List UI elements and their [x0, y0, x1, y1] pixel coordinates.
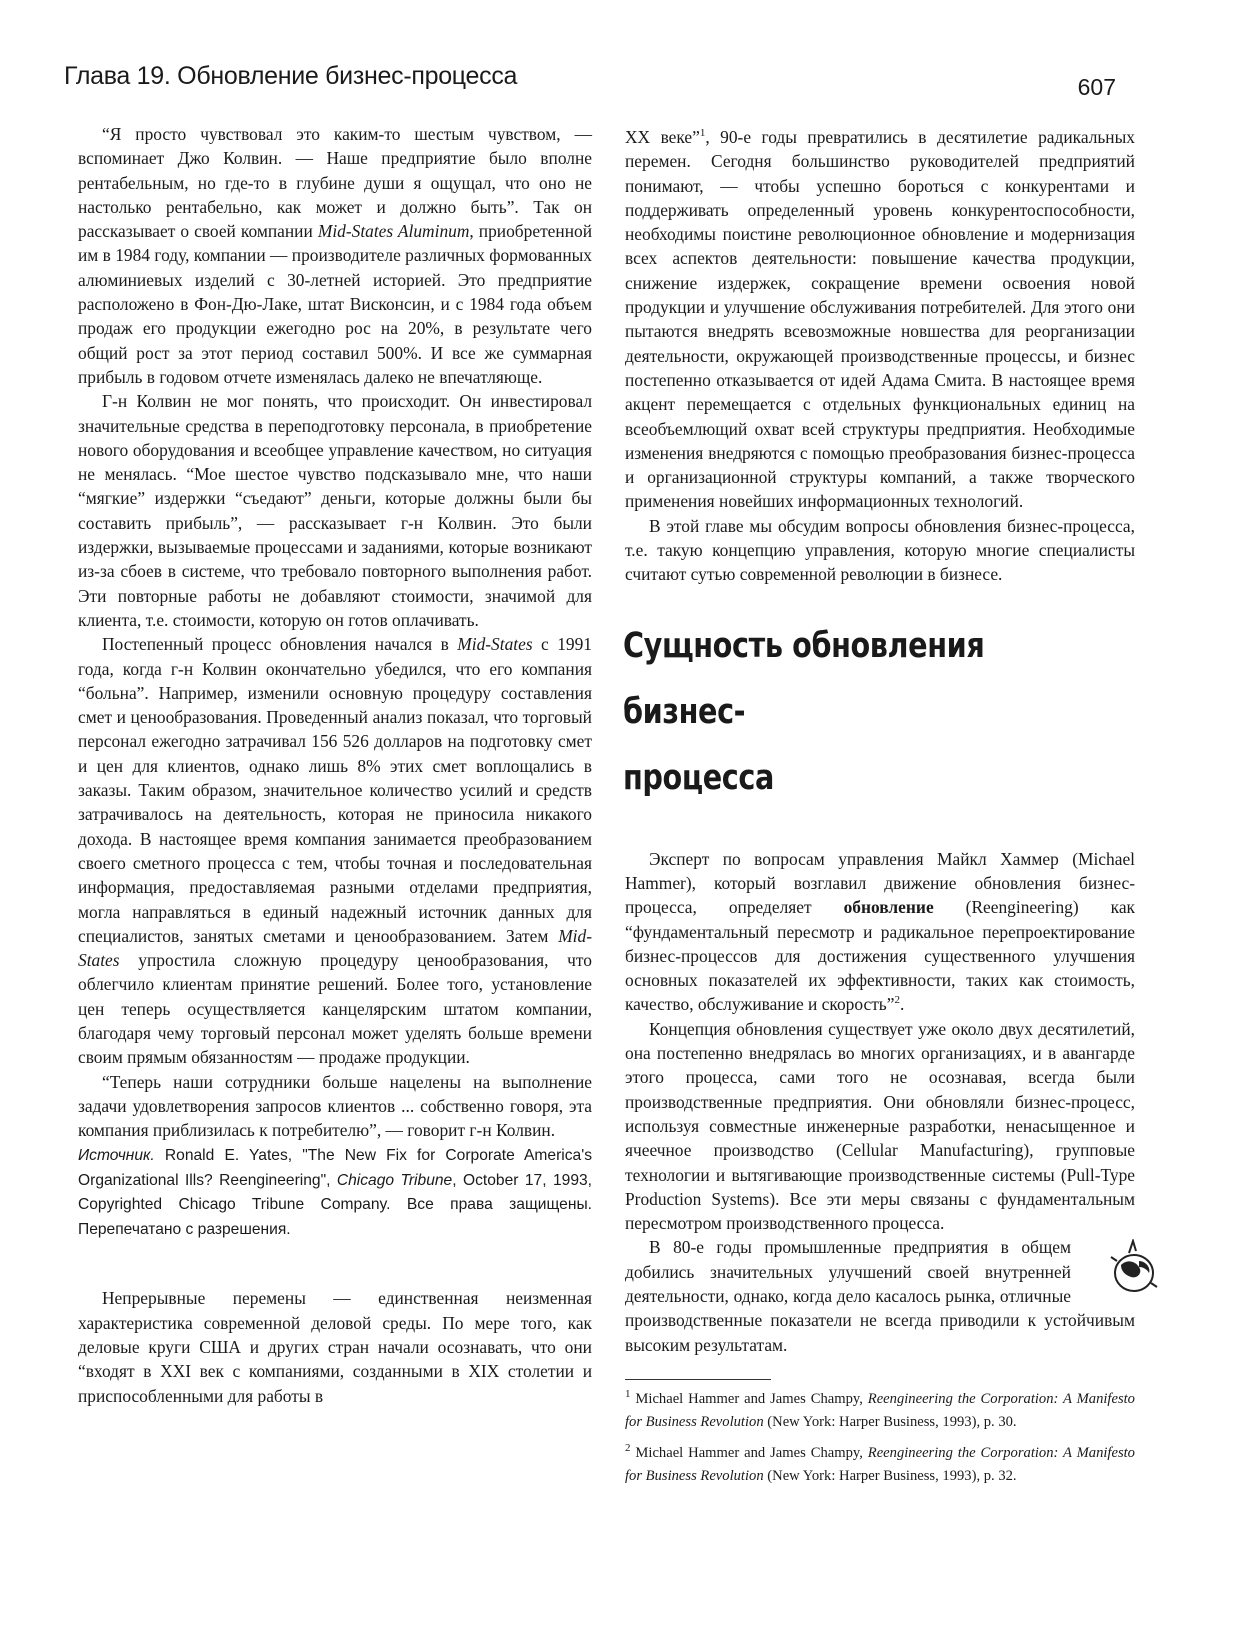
main-paragraph-5	[625, 1235, 1135, 1356]
main-paragraph-2: В этой главе мы обсудим вопросы обновления бизнес-процесса, т.е. такую концепцию управления, которую многие специалисты считают сутью современной революции в бизнесе.	[625, 515, 1135, 585]
left-column	[78, 122, 592, 1408]
main-paragraph-1: Непрерывные перемены — единственная неизменная характеристика современной деловой среды. По мере того, как деловые круги США и других стран начали осознавать, что они “входят в XXI век с компаниями, созданными в XIX столетии и приспособленными для работы в	[78, 1288, 592, 1406]
source-text-b: , October 17, 1993, Copyrighted Chicago Tribune Company. Все права защищены. Перепечатано с разрешения.	[78, 1171, 592, 1238]
section-heading	[623, 613, 1115, 811]
main-paragraph-4: Концепция обновления существует уже около двух десятилетий, она постепенно внедрялась во многих организациях, и в авангарде этого процесса, сами того не осознавая, всегда были производственные предприятия. Они обновляли бизнес-процесс, используя совместные инженерные разработки, ненасыщенное и ячеечное производство (Cellular Manufacturing), групповые технологии и вытягивающие производственные системы (Pull-Type Production Systems). Все эти меры связаны с фундаментальным пересмотром производственного процесса.	[625, 1018, 1135, 1234]
spacer	[78, 1242, 592, 1286]
main-paragraph-5-text: В 80-е годы промышленные предприятия в общем добились значительных улучшений своей внутренней деятельности, однако, когда дело касалось рынка, отличные производственные показатели не всегда приводили к устойчивым высоким результатам.	[625, 1237, 1135, 1355]
continued-text-a: XX веке”	[625, 127, 700, 147]
footnote-2-rest: (New York: Harper Business, 1993), p. 32.	[763, 1467, 1017, 1484]
case-paragraph-3-a: Постепенный процесс обновления начался в	[102, 634, 458, 655]
company-name: Mid-States	[78, 925, 592, 971]
footnote-1-authors: Michael Hammer and James Champy,	[635, 1390, 868, 1407]
footnote-2-title: Reengineering the Corporation: A Manifesto for Business Revolution	[625, 1444, 1135, 1484]
source-publication: Chicago Tribune	[336, 1171, 453, 1189]
company-name: Mid-States Aluminum	[317, 221, 470, 242]
running-header-chapter: Глава 19. Обновление бизнес-процесса	[64, 62, 518, 90]
footnote-1-rest: (New York: Harper Business, 1993), p. 30.	[763, 1413, 1017, 1430]
case-paragraph-3-c: упростила сложную процедуру ценообразования, что облегчило клиентам принятие решений. Более того, установление цен теперь осуществляется канцелярским штатом компании, благодаря чему торговый персонал может уделять больше времени своим прямым обязанностям — продаже продукции.	[78, 950, 592, 1068]
definition-text-b: (Reengineering) как “фундаментальный пересмотр и радикальное перепроектирование бизнес-процессов для достижения существенного улучшения основных показателей их эффективности, таких как стоимость, качество, обслуживание и скорость”	[625, 897, 1135, 1015]
continued-text-b: , 90-е годы превратились в десятилетие радикальных перемен. Сегодня большинство руководителей предприятий понимают, — чтобы успешно бороться с конкурентами и поддерживать определенный уровень конкурентоспособности, необходимы поистине революционное обновление и модернизация всех аспектов деятельности: повышение качества продукции, снижение издержек, сокращение времени освоения новой продукции и улучшение обслуживания потребителей. Для этого они пытаются внедрять всевозможные новшества для реорганизации деятельности, окружающей производственные процессы, и бизнес постепенно отказывается от идей Адама Смита. В настоящее время акцент перемещается с отдельных функциональных единиц на всеобъемлющий охват всей структуры предприятия. Необходимые изменения внедряются с помощью преобразования бизнес-процесса и организационной структуры компаний, а также творческого применения новейших информационных технологий.	[625, 127, 1135, 512]
case-paragraph-4: “Теперь наши сотрудники больше нацелены на выполнение задачи удовлетворения запросов клиентов ... собственно говоря, эта компания приблизилась к потребителю”, — говорит г-н Колвин.	[78, 1071, 592, 1141]
footnote-ref-2[interactable]: 2	[894, 994, 900, 1007]
case-paragraph-1	[78, 122, 592, 389]
source-text-a: Ronald E. Yates, "The New Fix for Corporate America's Organizational Ills? Reengineering",	[78, 1147, 592, 1189]
right-column	[625, 125, 1135, 1496]
footnote-1-title: Reengineering the Corporation: A Manifesto for Business Revolution	[625, 1390, 1135, 1430]
footnote-2-authors: Michael Hammer and James Champy,	[635, 1444, 868, 1461]
definition-text-c: .	[899, 994, 905, 1015]
case-paragraph-2: Г-н Колвин не мог понять, что происходит. Он инвестировал значительные средства в переподготовку персонала, в приобретение нового оборудования и всеобщее управление качеством, но ситуация не менялась. “Мое шестое чувство подсказывало мне, что наши “мягкие” издержки “съедают” деньги, которые должны были бы составить прибыль”, — рассказывает г-н Колвин. Это были издержки, вызываемые процессами и заданиями, которые возникают из-за сбоев в системе, что требовало повторного выполнения работ. Эти повторные работы не добавляют стоимости, значимой для клиента, т.е. стоимости, которую он готов оплачивать.	[78, 391, 592, 630]
section-heading-line-2: процесса	[623, 757, 774, 798]
footnote-2-number: 2	[625, 1442, 631, 1455]
case-paragraph-1-rest: , приобретенной им в 1984 году, компании — производителе различных формованных алюминиевых изделий с 30-летней историей. Это предприятие расположено в Фон-Дю-Лаке, штат Висконсин, и с 1984 года объем продаж его продукции ежегодно рос на 20%, в результате чего общий рост за этот период составил 500%. И все же суммарная прибыль в годовом отчете изменялась далеко не впечатляюще.	[78, 221, 592, 387]
main-paragraph-1-continued	[625, 125, 1135, 514]
case-paragraph-3-b: с 1991 года, когда г-н Колвин окончательно убедился, что его компания “больна”. Например, изменили основную процедуру составления смет и ценообразования. Проведенный анализ показал, что торговый персонал ежегодно затрачивал 156 526 долларов на подготовку смет и цен для клиентов, однако лишь 8% этих смет воплощались в заказы. Таким образом, значительное количество усилий и средств затрачивалось на деятельность, которая не приносила никакого дохода. В настоящее время компания занимается преобразованием своего сметного процесса с тем, чтобы точная и последовательная информация, предоставляемая разными отделами предприятия, могла направляться в единый надежный источник данных для специалистов, занятых сметами и ценообразованием. Затем	[78, 634, 592, 946]
footnote-ref-1[interactable]: 1	[699, 127, 706, 140]
case-paragraph-3	[78, 632, 592, 1069]
definition-paragraph	[625, 847, 1135, 1017]
case-paragraph-1-text: “Я просто чувствовал это каким-то шестым чувством, — вспоминает Джо Колвин. — Наше предприятие было вполне рентабельным, но где-то в глубине души я ощущал, что оно не настолько рентабельно, как может и должно быть”. Так он рассказывает о своей компании	[78, 124, 592, 242]
section-heading-line-1: Сущность обновления бизнес-	[623, 625, 985, 732]
footnote-2	[625, 1442, 1135, 1488]
page-number: 607	[1077, 74, 1116, 100]
source-citation	[78, 1144, 592, 1242]
case-study-box	[78, 122, 592, 1242]
definition-text-a: Эксперт по вопросам управления Майкл Хаммер (Michael Hammer), который возглавил движение обновления бизнес-процесса, определяет	[625, 848, 1135, 918]
globe-icon	[1085, 1239, 1135, 1295]
footnote-1	[625, 1388, 1135, 1434]
footnote-divider	[625, 1379, 771, 1380]
footnote-1-number: 1	[625, 1388, 631, 1401]
company-name: Mid-States	[457, 634, 533, 655]
source-label: Источник.	[78, 1147, 155, 1165]
key-term: обновление	[843, 897, 934, 918]
